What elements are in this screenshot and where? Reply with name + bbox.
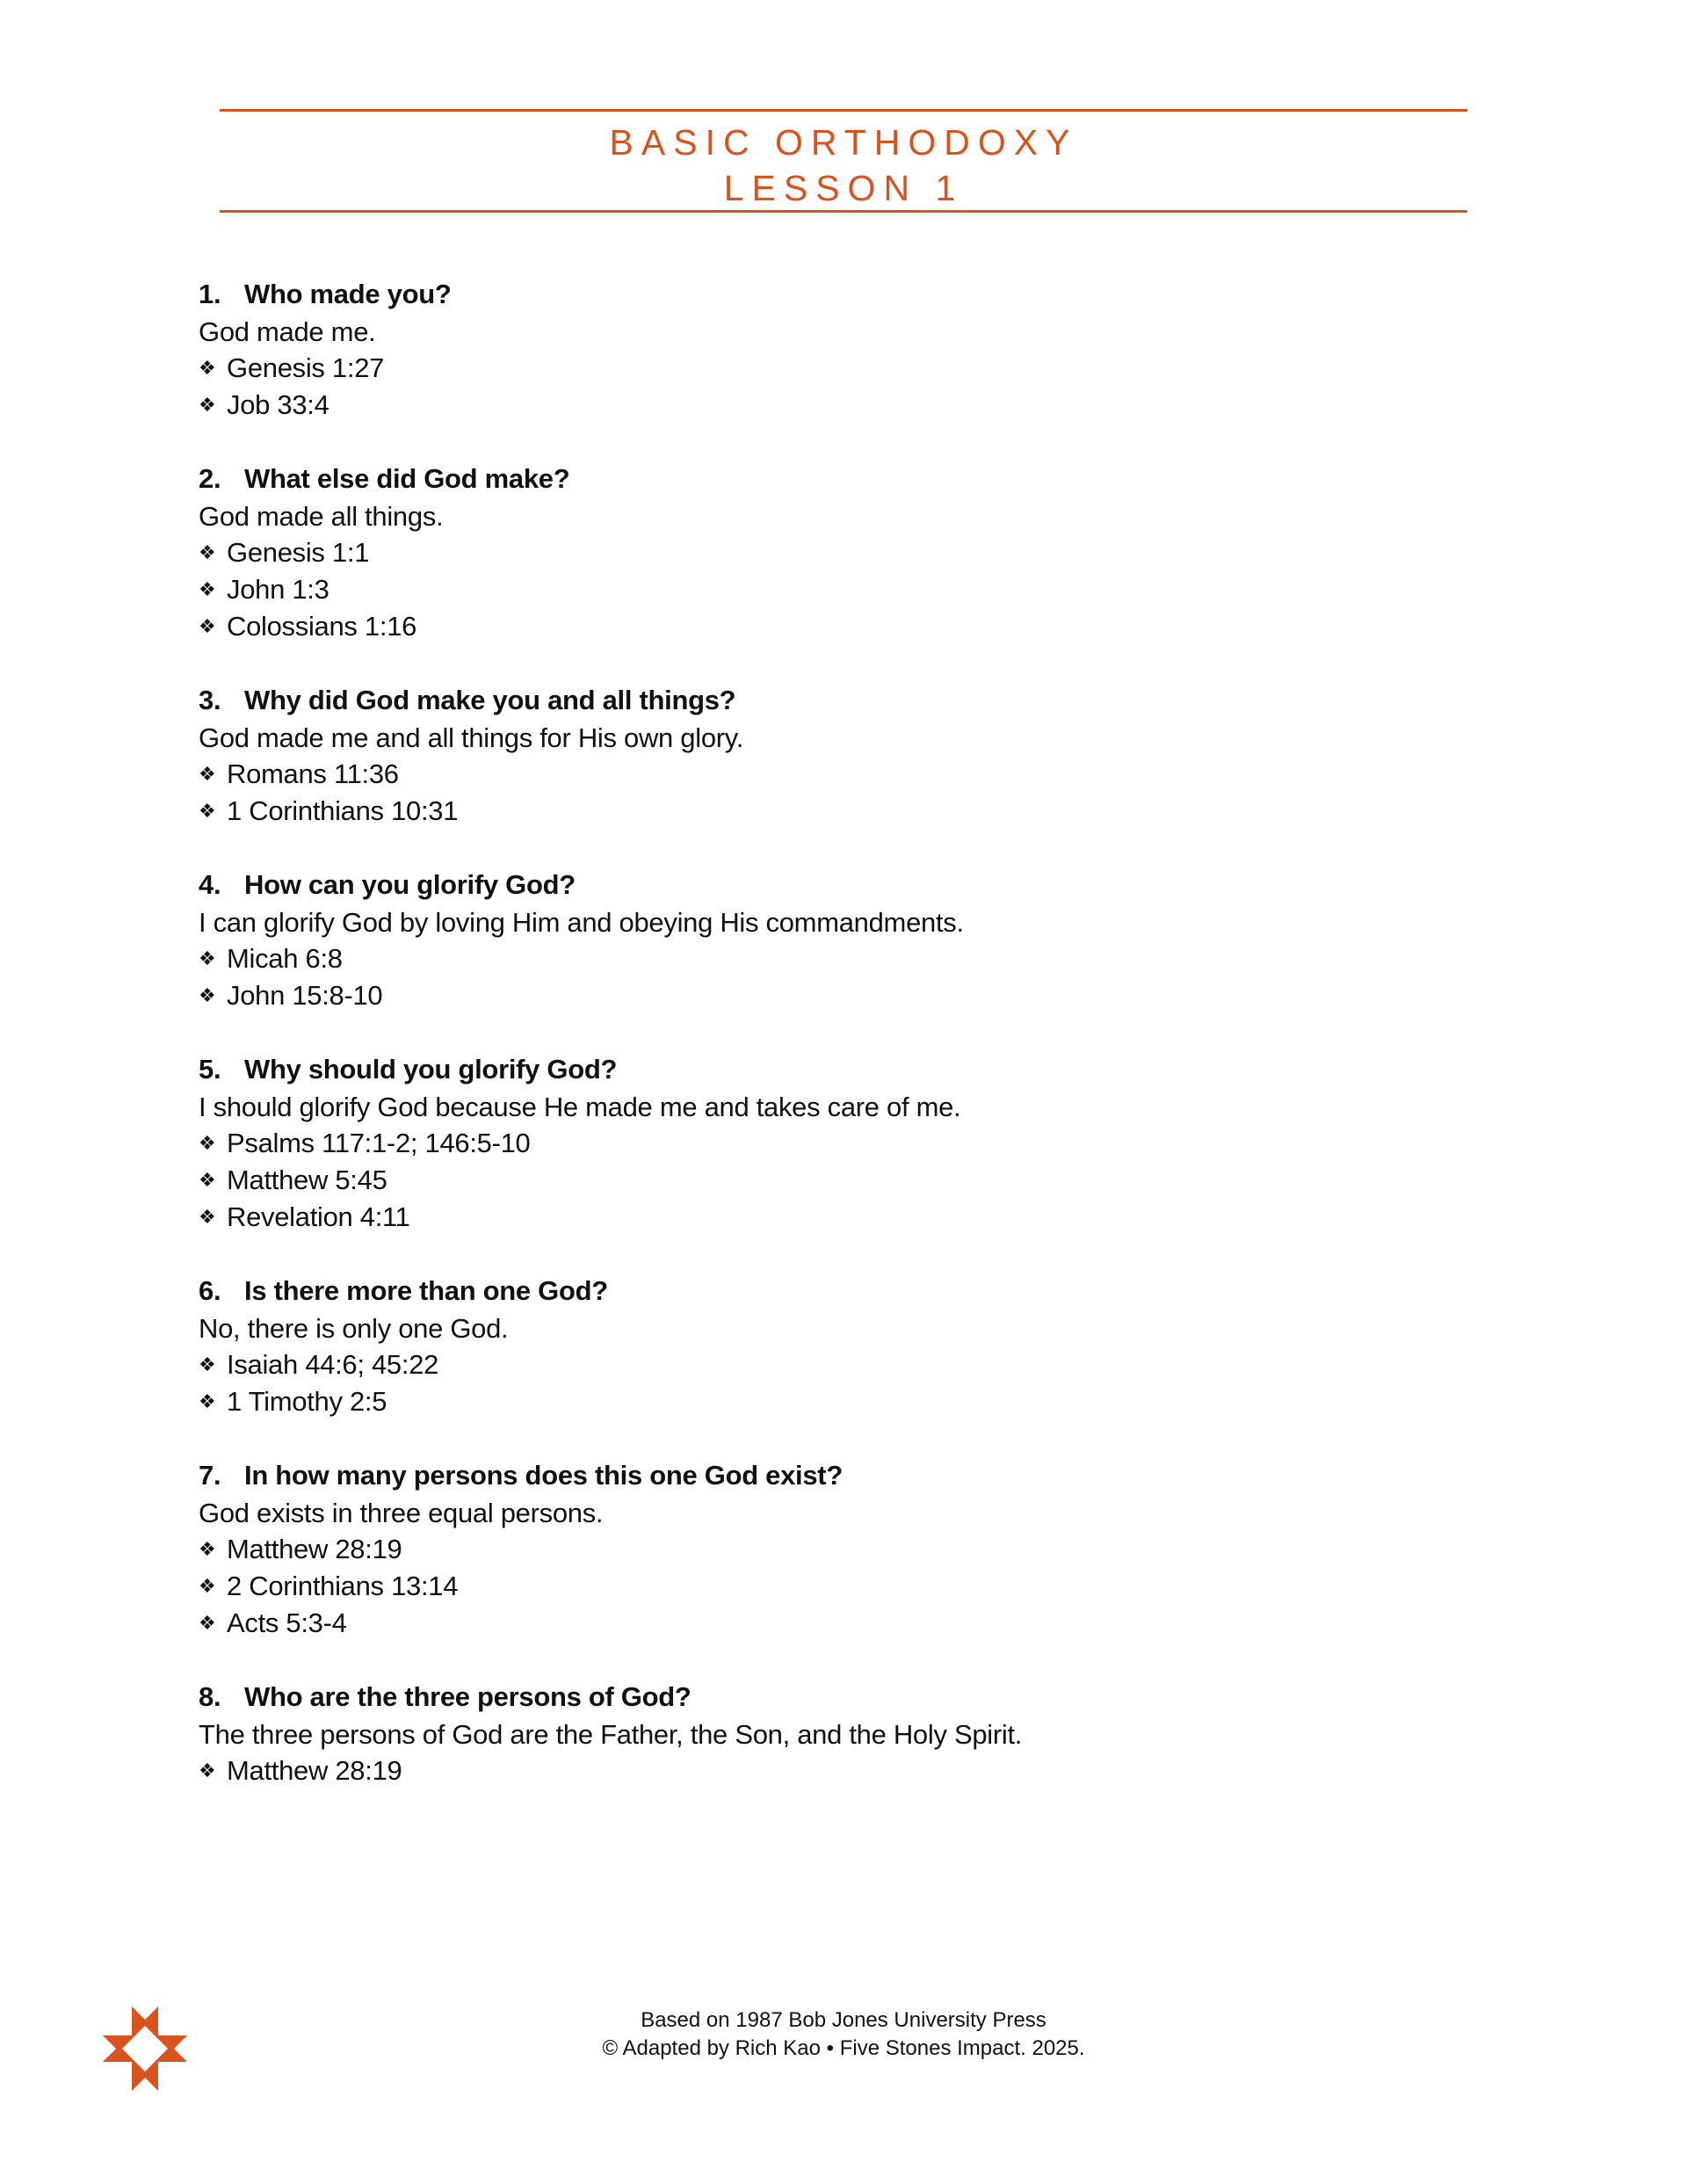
diamond-bullet-icon: ❖ [199, 1354, 216, 1376]
question-text: In how many persons does this one God exist? [244, 1460, 843, 1491]
scripture-reference [199, 1162, 1464, 1199]
answer-text: God made me. [199, 316, 376, 347]
cross-diamond-logo-icon [103, 2006, 187, 2091]
scripture-reference [199, 1752, 1464, 1789]
answer-text: God made me and all things for His own glory. [199, 722, 744, 753]
question-number: 1. [199, 279, 221, 309]
scripture-reference [199, 1605, 1464, 1642]
question-number: 3. [199, 685, 221, 715]
diamond-bullet-icon: ❖ [199, 358, 216, 380]
reference-text: 1 Corinthians 10:31 [227, 795, 459, 826]
answer-text: I can glorify God by loving Him and obeying His commandments. [199, 907, 964, 938]
reference-text: Job 33:4 [227, 389, 329, 420]
question-number: 4. [199, 869, 221, 900]
question-list [199, 275, 1464, 1825]
question-block [199, 275, 1464, 424]
diamond-bullet-icon: ❖ [199, 1613, 216, 1635]
question-block [199, 1272, 1464, 1420]
scripture-reference [199, 756, 1464, 793]
question-heading [199, 460, 1464, 498]
footer [492, 2006, 1195, 2063]
question-text: Who are the three persons of God? [244, 1681, 691, 1712]
question-text: Why should you glorify God? [244, 1054, 618, 1085]
diamond-bullet-icon: ❖ [199, 1170, 216, 1192]
diamond-bullet-icon: ❖ [199, 1760, 216, 1782]
diamond-bullet-icon: ❖ [199, 579, 216, 601]
question-number: 2. [199, 463, 221, 494]
question-text: Is there more than one God? [244, 1275, 608, 1306]
reference-text: John 15:8-10 [227, 980, 383, 1011]
question-heading [199, 275, 1464, 314]
footer-credit-line: Based on 1987 Bob Jones University Press [641, 2008, 1046, 2032]
reference-text: Colossians 1:16 [227, 611, 417, 642]
diamond-bullet-icon: ❖ [199, 1207, 216, 1229]
reference-text: Matthew 5:45 [227, 1165, 387, 1195]
reference-text: 2 Corinthians 13:14 [227, 1571, 459, 1601]
scripture-reference [199, 387, 1464, 424]
question-number: 6. [199, 1275, 221, 1306]
answer-text: God exists in three equal persons. [199, 1498, 604, 1528]
diamond-bullet-icon: ❖ [199, 801, 216, 823]
reference-text: Acts 5:3-4 [227, 1607, 347, 1638]
question-heading [199, 1456, 1464, 1495]
reference-text: Matthew 28:19 [227, 1755, 402, 1786]
scripture-reference [199, 1199, 1464, 1236]
diamond-bullet-icon: ❖ [199, 395, 216, 417]
question-heading [199, 1272, 1464, 1310]
scripture-reference [199, 534, 1464, 571]
question-block [199, 681, 1464, 830]
diamond-bullet-icon: ❖ [199, 616, 216, 638]
question-block [199, 1678, 1464, 1789]
diamond-bullet-icon: ❖ [199, 542, 216, 564]
scripture-reference [199, 793, 1464, 830]
lesson-title: BASIC ORTHODOXY [609, 122, 1078, 163]
diamond-bullet-icon: ❖ [199, 764, 216, 786]
reference-text: Revelation 4:11 [227, 1201, 410, 1232]
scripture-reference [199, 1568, 1464, 1605]
question-heading [199, 1678, 1464, 1716]
lesson-header [220, 109, 1467, 213]
diamond-bullet-icon: ❖ [199, 1539, 216, 1561]
question-block [199, 866, 1464, 1014]
diamond-bullet-icon: ❖ [199, 1133, 216, 1155]
question-text: How can you glorify God? [244, 869, 576, 900]
scripture-reference [199, 940, 1464, 977]
reference-text: Psalms 117:1-2; 146:5-10 [227, 1128, 531, 1158]
question-text: What else did God make? [244, 463, 570, 494]
question-number: 7. [199, 1460, 221, 1491]
question-heading [199, 681, 1464, 720]
reference-text: Isaiah 44:6; 45:22 [227, 1349, 439, 1380]
question-number: 8. [199, 1681, 221, 1712]
question-number: 5. [199, 1054, 221, 1085]
question-heading [199, 866, 1464, 904]
reference-text: Genesis 1:1 [227, 537, 370, 568]
answer-text: The three persons of God are the Father, the Son, and the Holy Spirit. [199, 1719, 1023, 1750]
question-block [199, 460, 1464, 645]
diamond-bullet-icon: ❖ [199, 948, 216, 970]
question-heading [199, 1050, 1464, 1089]
reference-text: Genesis 1:27 [227, 352, 385, 383]
scripture-reference [199, 1383, 1464, 1420]
lesson-subtitle: LESSON 1 [723, 168, 964, 208]
scripture-reference [199, 1346, 1464, 1383]
reference-text: 1 Timothy 2:5 [227, 1386, 387, 1417]
scripture-reference [199, 608, 1464, 645]
question-text: Why did God make you and all things? [244, 685, 736, 715]
question-text: Who made you? [244, 279, 452, 309]
reference-text: Micah 6:8 [227, 943, 343, 974]
footer-copyright-line: © Adapted by Rich Kao • Five Stones Impact. 2025. [602, 2036, 1085, 2060]
diamond-bullet-icon: ❖ [199, 985, 216, 1007]
answer-text: God made all things. [199, 501, 444, 532]
diamond-bullet-icon: ❖ [199, 1576, 216, 1598]
diamond-bullet-icon: ❖ [199, 1391, 216, 1413]
reference-text: Romans 11:36 [227, 758, 399, 789]
scripture-reference [199, 571, 1464, 608]
scripture-reference [199, 350, 1464, 387]
answer-text: No, there is only one God. [199, 1313, 509, 1344]
question-block [199, 1050, 1464, 1236]
scripture-reference [199, 977, 1464, 1014]
reference-text: Matthew 28:19 [227, 1534, 402, 1564]
question-block [199, 1456, 1464, 1642]
scripture-reference [199, 1531, 1464, 1568]
scripture-reference [199, 1125, 1464, 1162]
answer-text: I should glorify God because He made me and takes care of me. [199, 1092, 961, 1122]
reference-text: John 1:3 [227, 574, 329, 605]
